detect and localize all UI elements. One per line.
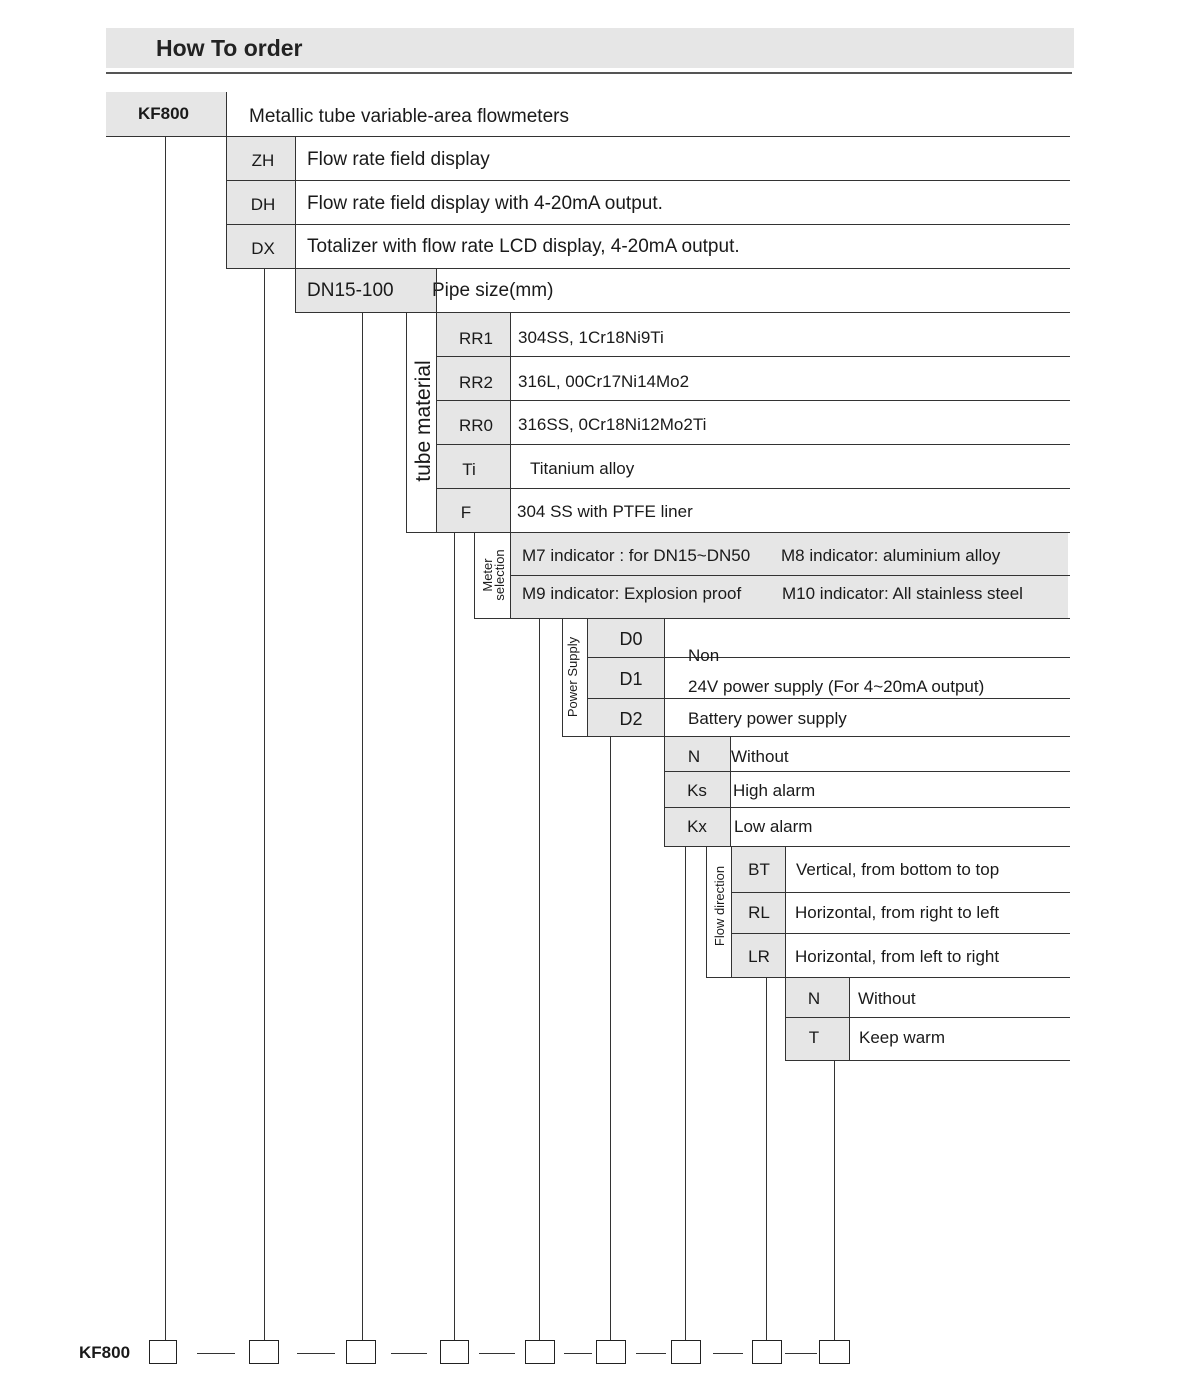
model-description: Metallic tube variable-area flowmeters xyxy=(249,106,569,127)
divider xyxy=(474,618,1070,619)
power-label: 24V power supply (For 4~20mA output) xyxy=(688,677,985,696)
order-code-slot xyxy=(346,1340,376,1364)
tube-label: 316L, 00Cr17Ni14Mo2 xyxy=(518,372,690,391)
flow-code: LR xyxy=(748,947,770,966)
divider xyxy=(785,1017,1070,1018)
page-title: How To order xyxy=(156,35,303,61)
meter-option: M9 indicator: Explosion proof xyxy=(522,584,742,603)
flow-label: Horizontal, from left to right xyxy=(795,947,1000,966)
power-label: Non xyxy=(688,646,720,665)
drop-line xyxy=(165,136,166,1340)
warm-code: N xyxy=(807,989,821,1008)
option-code: DX xyxy=(251,239,275,258)
warm-code: T xyxy=(808,1028,820,1047)
separator-dash xyxy=(197,1353,235,1354)
option-label: Totalizer with flow rate LCD display, 4-20mA output. xyxy=(307,236,740,257)
tube-code: F xyxy=(460,503,472,522)
divider xyxy=(664,771,1070,772)
divider xyxy=(587,698,1070,699)
power-label: Battery power supply xyxy=(688,709,847,728)
tube-code: RR1 xyxy=(458,329,493,348)
divider xyxy=(706,846,707,977)
separator-dash xyxy=(391,1353,427,1354)
order-code-slot xyxy=(249,1340,279,1364)
model-code: KF800 xyxy=(137,104,190,123)
alarm-code: N xyxy=(687,747,701,766)
divider xyxy=(510,575,1070,576)
divider xyxy=(437,488,1070,489)
pipe-size-label: Pipe size(mm) xyxy=(432,280,554,301)
separator-dash xyxy=(785,1353,817,1354)
separator-dash xyxy=(636,1353,666,1354)
order-code-prefix: KF800 xyxy=(79,1343,131,1362)
meter-option: M7 indicator : for DN15~DN50 xyxy=(522,546,751,565)
tube-label: Titanium alloy xyxy=(530,459,635,478)
order-code-slot xyxy=(525,1340,555,1364)
drop-line xyxy=(362,312,363,1340)
order-code-slot xyxy=(752,1340,782,1364)
option-code: DH xyxy=(250,195,276,214)
alarm-code: Ks xyxy=(687,781,707,800)
flow-code: BT xyxy=(748,860,770,879)
divider xyxy=(731,892,1070,893)
divider xyxy=(731,846,732,977)
flow-label: Horizontal, from right to left xyxy=(795,903,1000,922)
drop-line xyxy=(610,736,611,1340)
tube-label: 304SS, 1Cr18Ni9Ti xyxy=(518,328,664,347)
order-code-slot xyxy=(671,1340,701,1364)
drop-line xyxy=(454,532,455,1340)
divider xyxy=(731,933,1070,934)
divider xyxy=(849,977,850,1060)
pipe-size-code: DN15-100 xyxy=(307,280,394,301)
meter-selection-title-2: selection xyxy=(492,549,507,601)
option-code: ZH xyxy=(251,151,275,170)
separator-dash xyxy=(564,1353,592,1354)
tube-label: 316SS, 0Cr18Ni12Mo2Ti xyxy=(518,415,707,434)
drop-line xyxy=(539,618,540,1340)
divider xyxy=(226,180,1070,181)
drop-line xyxy=(834,1060,835,1340)
alarm-label: High alarm xyxy=(733,781,816,800)
tube-label: 304 SS with PTFE liner xyxy=(517,502,693,521)
warm-label: Without xyxy=(858,989,916,1008)
drop-line xyxy=(264,268,265,1340)
flow-direction-title: Flow direction xyxy=(712,865,727,947)
order-code-slot xyxy=(149,1340,177,1364)
tube-code: RR2 xyxy=(458,373,493,392)
warm-label: Keep warm xyxy=(859,1028,945,1047)
meter-option: M10 indicator: All stainless steel xyxy=(782,584,1023,603)
tube-material-title: tube material xyxy=(412,360,435,482)
flow-label: Vertical, from bottom to top xyxy=(796,860,1000,879)
alarm-label: Without xyxy=(731,747,789,766)
power-code: D2 xyxy=(619,709,643,729)
divider xyxy=(587,618,588,736)
power-code: D0 xyxy=(619,629,643,649)
drop-line xyxy=(685,846,686,1340)
divider xyxy=(664,807,1070,808)
alarm-code: Kx xyxy=(687,817,707,836)
separator-dash xyxy=(297,1353,335,1354)
meter-option: M8 indicator: aluminium alloy xyxy=(781,546,1001,565)
divider xyxy=(785,1060,1070,1061)
order-code-slot xyxy=(819,1340,850,1364)
divider xyxy=(226,224,1070,225)
divider xyxy=(562,736,1070,737)
option-label: Flow rate field display xyxy=(307,149,490,170)
drop-line xyxy=(766,977,767,1340)
order-code-slot xyxy=(596,1340,626,1364)
flow-code: RL xyxy=(748,903,770,922)
option-label: Flow rate field display with 4-20mA output. xyxy=(307,193,663,214)
separator-dash xyxy=(713,1353,743,1354)
divider xyxy=(437,444,1070,445)
power-code: D1 xyxy=(619,669,643,689)
divider xyxy=(437,356,1070,357)
power-supply-title: Power Supply xyxy=(565,636,580,718)
divider xyxy=(406,312,407,532)
divider xyxy=(510,313,511,532)
separator-dash xyxy=(479,1353,515,1354)
tube-code: RR0 xyxy=(458,416,493,435)
alarm-label: Low alarm xyxy=(734,817,813,836)
header-divider xyxy=(106,72,1072,74)
divider xyxy=(474,532,475,618)
order-code-slot xyxy=(440,1340,469,1364)
meter-selection-title-1: Meter xyxy=(480,558,495,592)
divider xyxy=(295,312,1070,313)
tube-code: Ti xyxy=(462,460,476,479)
divider xyxy=(562,618,563,736)
divider xyxy=(664,846,1070,847)
divider xyxy=(437,400,1070,401)
divider xyxy=(587,657,1070,658)
divider xyxy=(706,977,1070,978)
